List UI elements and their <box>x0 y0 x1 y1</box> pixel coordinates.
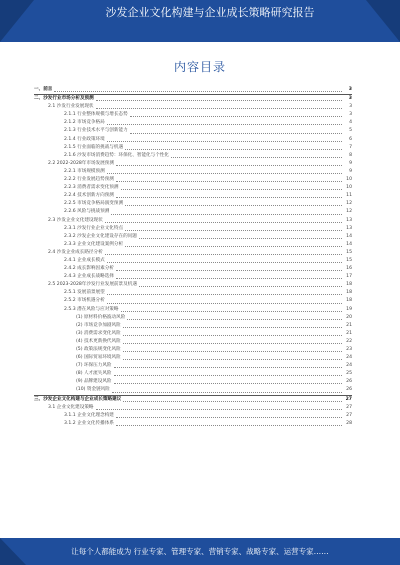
toc-entry[interactable] <box>34 241 352 249</box>
toc-entry-title: 2.1 沙发行业发展现状 <box>48 104 94 110</box>
toc-entry-title: 2.4.1 企业成长模式 <box>64 257 105 263</box>
toc-leader-dots <box>96 108 342 109</box>
toc-entry-title: (8) 人才流失风险 <box>76 371 112 377</box>
toc-page-number: 21 <box>346 330 352 336</box>
toc-page-number: 27 <box>346 412 352 418</box>
toc-page-number: 9 <box>349 168 352 174</box>
toc-entry[interactable] <box>34 404 352 412</box>
toc-entry[interactable] <box>34 127 352 135</box>
toc-leader-dots <box>107 124 342 125</box>
toc-leader-dots <box>107 294 342 295</box>
table-of-contents <box>34 86 352 428</box>
toc-leader-dots <box>139 286 342 287</box>
toc-leader-dots <box>116 181 342 182</box>
toc-leader-dots <box>125 230 342 231</box>
toc-page-number: 14 <box>346 241 352 247</box>
toc-page-number: 3 <box>349 104 352 110</box>
toc-entry[interactable] <box>34 176 352 184</box>
toc-entry-title: 2.2 2022-2028年市场发展预测 <box>48 160 114 166</box>
toc-entry-title: 2.1.1 行业整体规模与增长态势 <box>64 112 128 118</box>
toc-entry[interactable] <box>34 94 352 103</box>
toc-entry[interactable] <box>34 297 352 305</box>
toc-entry[interactable] <box>34 225 352 233</box>
toc-entry-title: 2.5 2023-2028年沙发行业发展前景及机遇 <box>48 282 137 288</box>
toc-entry-title: 2.3 沙发企业文化建设现状 <box>48 217 103 223</box>
toc-page-number: 15 <box>346 249 352 255</box>
toc-leader-dots <box>114 383 342 384</box>
toc-entry-title: (5) 政策法规变化风险 <box>76 347 121 352</box>
toc-entry[interactable] <box>34 412 352 420</box>
toc-entry-title: 2.4.3 企业成长战略选择 <box>64 274 114 280</box>
toc-entry[interactable] <box>34 160 352 168</box>
toc-entry-title: 2.1.4 行业政策环境 <box>64 136 105 142</box>
toc-entry-title: (2) 市场竞争加剧风险 <box>76 322 121 328</box>
toc-leader-dots <box>123 327 342 328</box>
toc-entry[interactable] <box>34 168 352 176</box>
toc-entry[interactable] <box>34 338 352 346</box>
toc-entry[interactable] <box>34 119 352 127</box>
toc-page-number: 28 <box>346 420 352 426</box>
toc-page-number: 19 <box>346 306 352 312</box>
toc-entry[interactable] <box>34 200 352 208</box>
toc-page-number: 11 <box>346 193 352 199</box>
toc-leader-dots <box>116 270 342 271</box>
toc-entry[interactable] <box>34 314 352 322</box>
toc-page-number: 23 <box>346 347 352 352</box>
toc-entry-title: (10) 资金链风险 <box>76 387 110 393</box>
toc-leader-dots <box>96 100 342 101</box>
toc-entry[interactable] <box>34 322 352 330</box>
toc-leader-dots <box>112 392 342 393</box>
toc-entry[interactable] <box>34 192 352 200</box>
toc-page-number: 13 <box>346 217 352 223</box>
toc-leader-dots <box>130 133 342 134</box>
toc-leader-dots <box>130 116 342 117</box>
toc-entry-title: (7) 环保压力风险 <box>76 363 112 369</box>
toc-entry[interactable] <box>34 257 352 265</box>
toc-entry[interactable] <box>34 395 352 404</box>
toc-leader-dots <box>123 351 342 352</box>
toc-entry[interactable] <box>34 273 352 281</box>
toc-leader-dots <box>54 91 342 92</box>
toc-entry-title: 2.3.1 沙发行业企业文化特点 <box>64 225 124 231</box>
toc-page-number: 12 <box>346 201 352 207</box>
toc-leader-dots <box>116 165 342 166</box>
toc-entry-title: 3.1 企业文化建设策略 <box>48 404 94 410</box>
header-right-ornament <box>366 0 400 42</box>
toc-entry-title: (1) 原材料价格波动风险 <box>76 314 126 320</box>
toc-leader-dots <box>125 246 342 247</box>
toc-entry-title: (6) 国际贸易环境风险 <box>76 355 121 361</box>
toc-leader-dots <box>107 262 342 263</box>
toc-page-number: 14 <box>346 233 352 239</box>
toc-leader-dots <box>107 141 342 142</box>
toc-leader-dots <box>121 311 343 312</box>
toc-page-number: 26 <box>346 379 352 385</box>
toc-entry-title: 2.2.5 市场竞争格局演变预测 <box>64 201 124 207</box>
toc-entry-title: 2.2.6 风险与挑战预测 <box>64 209 110 215</box>
toc-page-number: 12 <box>346 209 352 215</box>
toc-entry[interactable] <box>34 86 352 94</box>
toc-leader-dots <box>123 335 342 336</box>
toc-page-number: 26 <box>346 387 352 393</box>
toc-page-number: 27 <box>345 396 352 402</box>
toc-entry[interactable] <box>34 281 352 289</box>
toc-page-number: 6 <box>349 136 352 142</box>
toc-entry-title: (3) 消费需求变化风险 <box>76 330 121 336</box>
toc-page-number: 9 <box>349 160 352 166</box>
toc-page-number: 7 <box>349 144 352 150</box>
toc-entry[interactable] <box>34 152 352 160</box>
toc-leader-dots <box>114 375 342 376</box>
toc-leader-dots <box>116 425 342 426</box>
toc-entry[interactable] <box>34 370 352 378</box>
toc-page-number: 3 <box>349 112 352 118</box>
toc-entry-title: 2.1.6 沙发市场消费趋势：环保化、智能化与个性化 <box>64 152 170 158</box>
toc-entry[interactable] <box>34 208 352 216</box>
toc-page-number: 10 <box>346 177 352 183</box>
toc-leader-dots <box>116 417 342 418</box>
toc-page-number: 18 <box>346 298 352 304</box>
toc-entry-title: 2.4 沙发企业成长路径分析 <box>48 249 103 255</box>
toc-entry[interactable] <box>34 233 352 241</box>
toc-entry[interactable] <box>34 103 352 111</box>
toc-leader-dots <box>125 205 342 206</box>
toc-page-number: 15 <box>346 257 352 263</box>
toc-entry[interactable] <box>34 362 352 370</box>
toc-entry[interactable] <box>34 289 352 297</box>
toc-leader-dots <box>114 367 342 368</box>
toc-entry[interactable] <box>34 265 352 273</box>
toc-page-number: 21 <box>346 322 352 328</box>
toc-page-number: 17 <box>346 274 352 280</box>
toc-entry-title: 3.1.2 企业文化传播体系 <box>64 420 114 426</box>
page-header <box>0 0 400 42</box>
toc-page-number: 13 <box>346 225 352 231</box>
footer-slogan: 让每个人都能成为 行业专家、管理专家、营销专家、战略专家、运营专家…… <box>71 547 329 556</box>
toc-entry-title: 2.3.3 企业文化建设案例分析 <box>64 241 124 247</box>
toc-leader-dots <box>96 409 342 410</box>
toc-page-number: 25 <box>346 371 352 377</box>
toc-heading: 内容目录 <box>173 60 226 74</box>
toc-entry-title: 2.5.1 发展前景展望 <box>64 290 105 296</box>
toc-entry-title: 2.3.2 沙发企业文化建设存在的问题 <box>64 233 137 239</box>
toc-leader-dots <box>107 303 342 304</box>
toc-page-number: 4 <box>349 120 352 126</box>
toc-page-number: 18 <box>346 290 352 296</box>
toc-page-number: 18 <box>346 282 352 288</box>
toc-entry-title: 二、沙发行业市场分析及预测 <box>34 96 94 102</box>
toc-entry[interactable] <box>34 346 352 354</box>
toc-entry-title: 三、沙发企业文化构建与企业成长策略建议 <box>34 396 122 402</box>
toc-leader-dots <box>127 319 342 320</box>
toc-entry-title: 2.2.4 技术创新方向预测 <box>64 193 114 199</box>
toc-leader-dots <box>116 278 342 279</box>
toc-leader-dots <box>139 238 342 239</box>
toc-entry-title: 2.1.2 市场竞争格局 <box>64 120 105 126</box>
toc-entry[interactable] <box>34 386 352 394</box>
toc-entry-title: 2.2.1 市场规模预测 <box>64 168 105 174</box>
header-left-ornament <box>0 0 34 42</box>
toc-leader-dots <box>105 222 342 223</box>
toc-page-number: 24 <box>346 355 352 361</box>
toc-page-number: 16 <box>346 266 352 272</box>
toc-entry[interactable] <box>34 136 352 144</box>
toc-entry-title: 一、前言 <box>34 87 53 92</box>
toc-entry-title: 2.5.2 市场机遇分析 <box>64 298 105 304</box>
toc-entry-title: (9) 品牌建设风险 <box>76 379 112 385</box>
toc-leader-dots <box>116 197 342 198</box>
toc-entry[interactable] <box>34 420 352 428</box>
toc-entry[interactable] <box>34 306 352 314</box>
toc-leader-dots <box>105 254 342 255</box>
toc-entry[interactable] <box>34 249 352 257</box>
toc-page-number: 24 <box>346 363 352 369</box>
toc-leader-dots <box>121 189 343 190</box>
toc-leader-dots <box>123 401 342 402</box>
toc-leader-dots <box>111 214 342 215</box>
toc-entry[interactable] <box>34 111 352 119</box>
toc-entry[interactable] <box>34 378 352 386</box>
toc-entry-title: 3.1.1 企业文化理念构建 <box>64 412 114 418</box>
toc-entry[interactable] <box>34 144 352 152</box>
toc-page-number: 5 <box>349 128 352 134</box>
toc-page-number: 10 <box>346 185 352 191</box>
toc-leader-dots <box>123 359 342 360</box>
toc-entry-title: 2.1.3 行业技术水平与创新能力 <box>64 128 128 134</box>
toc-leader-dots <box>125 149 342 150</box>
page-footer <box>0 538 400 565</box>
toc-entry[interactable] <box>34 354 352 362</box>
toc-entry[interactable] <box>34 184 352 192</box>
toc-leader-dots <box>123 343 342 344</box>
toc-entry-title: 2.4.2 成长影响因素分析 <box>64 266 114 272</box>
toc-page-number: 27 <box>346 404 352 410</box>
toc-entry[interactable] <box>34 330 352 338</box>
toc-entry[interactable] <box>34 217 352 225</box>
toc-page-number: 22 <box>346 338 352 344</box>
toc-page-number: 3 <box>348 96 352 102</box>
toc-leader-dots <box>107 173 342 174</box>
toc-entry-title: 2.5.3 潜在风险与应对策略 <box>64 306 119 312</box>
toc-entry-title: (4) 技术更新换代风险 <box>76 338 121 344</box>
toc-entry-title: 2.2.3 消费者需求变化预测 <box>64 185 119 191</box>
toc-page-number: 20 <box>346 314 352 320</box>
toc-entry-title: 2.2.2 行业发展趋势预测 <box>64 177 114 183</box>
toc-entry-title: 2.1.5 行业面临的挑战与机遇 <box>64 144 124 150</box>
toc-page-number: 8 <box>349 152 352 158</box>
report-title: 沙发企业文化构建与企业成长策略研究报告 <box>105 6 315 19</box>
toc-page-number: 3 <box>348 87 352 92</box>
toc-leader-dots <box>171 157 342 158</box>
